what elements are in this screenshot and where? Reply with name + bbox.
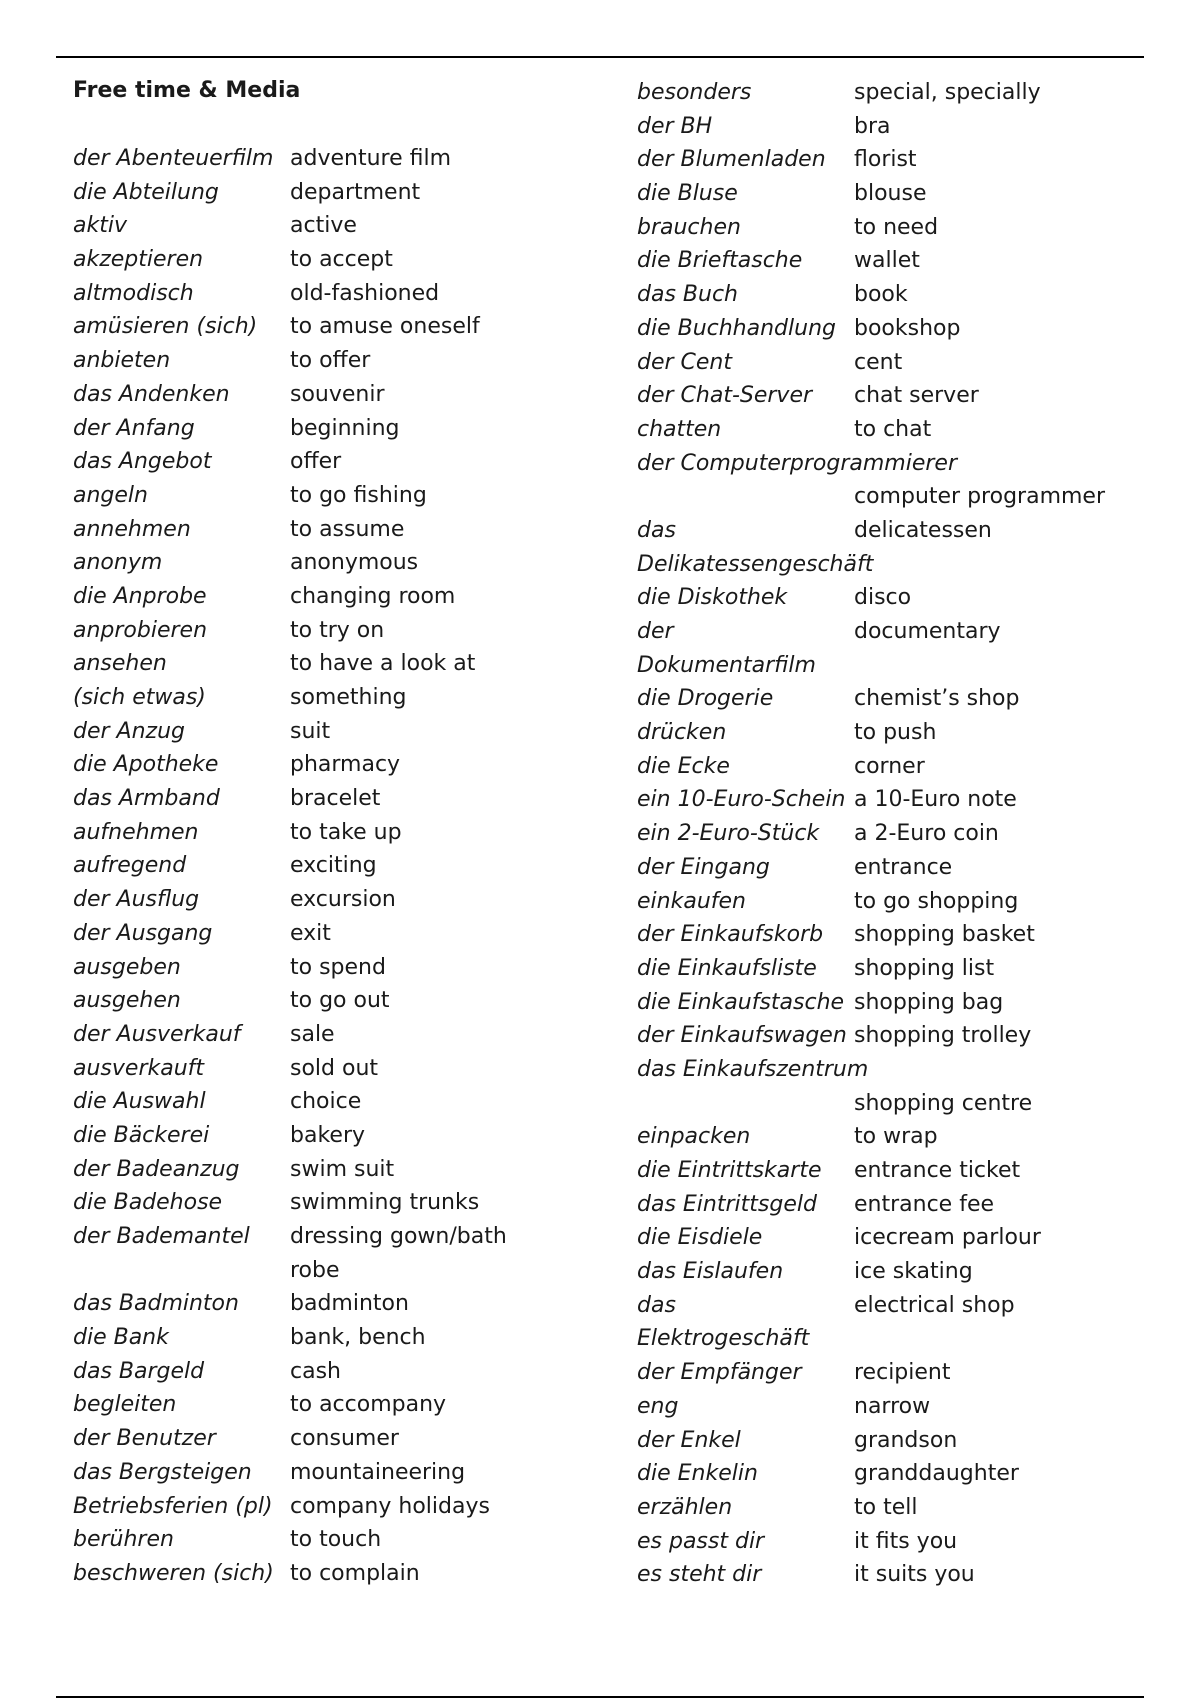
english-translation: to tell: [854, 1494, 918, 1520]
german-term: eng: [637, 1393, 679, 1419]
english-translation: choice: [290, 1089, 362, 1115]
english-translation: to have a look at: [290, 651, 476, 677]
english-translation: narrow: [854, 1393, 931, 1419]
german-term: der: [637, 619, 674, 644]
english-translation: shopping bag: [854, 989, 1004, 1015]
english-translation: to try on: [290, 617, 385, 643]
german-term: das Badminton: [73, 1291, 239, 1317]
english-translation: bakery: [290, 1122, 366, 1148]
german-term: die Drogerie: [637, 686, 774, 712]
english-translation: badminton: [290, 1291, 409, 1317]
german-term: Dokumentarfilm: [637, 652, 816, 678]
english-translation: to assume: [290, 516, 405, 542]
german-term: der Computerprogrammierer: [637, 450, 957, 476]
english-translation: sold out: [290, 1055, 379, 1081]
english-translation: documentary: [854, 619, 1001, 644]
english-translation: active: [290, 213, 357, 239]
english-translation: to go out: [290, 988, 390, 1014]
english-translation: shopping list: [854, 955, 995, 981]
german-term: begleiten: [73, 1392, 177, 1418]
english-translation: adventure film: [290, 146, 452, 171]
english-translation: entrance: [854, 854, 953, 880]
german-term: die Diskothek: [637, 585, 788, 611]
german-term: beschweren (sich): [73, 1560, 274, 1586]
english-translation: suit: [290, 718, 331, 744]
german-term: das Angebot: [73, 449, 212, 475]
german-term: anonym: [73, 550, 163, 576]
german-term: das Armband: [73, 786, 220, 812]
english-translation: to chat: [854, 416, 932, 442]
english-translation: florist: [854, 147, 917, 173]
german-term: aufregend: [73, 853, 187, 879]
german-term: das Eislaufen: [637, 1259, 784, 1285]
german-term: der Ausflug: [73, 887, 200, 913]
english-translation: to amuse oneself: [290, 314, 480, 340]
german-term: altmodisch: [73, 280, 194, 306]
german-term: chatten: [637, 416, 722, 442]
english-translation: to accompany: [290, 1392, 447, 1418]
english-translation: to touch: [290, 1527, 382, 1553]
german-term: der Cent: [637, 349, 733, 375]
german-term: Elektrogeschäft: [637, 1326, 810, 1352]
german-term: die Einkaufsliste: [637, 955, 817, 981]
german-term: die Anprobe: [73, 583, 207, 609]
english-translation: swim suit: [290, 1156, 395, 1182]
german-term: das Einkaufszentrum: [637, 1056, 869, 1082]
german-term: das: [637, 517, 676, 543]
german-term: einkaufen: [637, 888, 746, 914]
german-term: akzeptieren: [73, 247, 204, 273]
english-translation: old-fashioned: [290, 280, 440, 306]
english-translation: icecream parlour: [854, 1225, 1041, 1251]
english-translation: grandson: [854, 1427, 958, 1453]
english-translation: changing room: [290, 583, 456, 609]
english-translation: special, specially: [854, 80, 1041, 105]
english-translation: to offer: [290, 348, 371, 374]
english-translation: bank, bench: [290, 1325, 426, 1351]
german-term: der Einkaufskorb: [637, 922, 824, 948]
english-translation: something: [290, 685, 407, 710]
english-translation: to spend: [290, 954, 386, 980]
english-translation: excursion: [290, 887, 396, 913]
german-term: die Brieftasche: [637, 248, 803, 274]
english-translation: to complain: [290, 1560, 420, 1586]
english-translation: anonymous: [290, 550, 419, 576]
german-term: die Bäckerei: [73, 1122, 210, 1148]
english-translation: offer: [290, 449, 342, 475]
english-translation: bookshop: [854, 315, 961, 341]
english-translation: exit: [290, 920, 331, 946]
english-translation: chemist’s shop: [854, 686, 1020, 712]
german-term: (sich etwas): [73, 685, 206, 710]
english-translation: robe: [290, 1257, 340, 1283]
german-term: die Abteilung: [73, 179, 219, 205]
english-translation: to go shopping: [854, 888, 1019, 914]
german-term: ausverkauft: [73, 1055, 205, 1081]
english-translation: exciting: [290, 853, 377, 879]
english-translation: cent: [854, 349, 903, 375]
english-translation: granddaughter: [854, 1461, 1019, 1487]
english-translation: swimming trunks: [290, 1190, 480, 1216]
english-translation: bracelet: [290, 786, 381, 812]
english-translation: a 2-Euro coin: [854, 821, 999, 847]
english-translation: shopping centre: [854, 1090, 1033, 1116]
german-term: es steht dir: [637, 1562, 762, 1588]
english-translation: pharmacy: [290, 752, 401, 778]
english-translation: to go fishing: [290, 482, 427, 508]
german-term: ansehen: [73, 651, 167, 677]
english-translation: a 10-Euro note: [854, 787, 1017, 813]
english-translation: dressing gown/bath: [290, 1224, 507, 1249]
german-term: Delikatessengeschäft: [637, 551, 874, 577]
english-translation: chat server: [854, 383, 979, 409]
german-term: der Ausgang: [73, 920, 213, 946]
german-term: die Apotheke: [73, 752, 219, 778]
german-term: der Anzug: [73, 718, 185, 744]
english-translation: cash: [290, 1358, 341, 1384]
german-term: der Eingang: [637, 854, 770, 880]
german-term: das Andenken: [73, 381, 230, 407]
german-term: der Benutzer: [73, 1426, 216, 1452]
german-term: einpacken: [637, 1124, 751, 1150]
english-translation: bra: [854, 113, 891, 139]
english-translation: company holidays: [290, 1493, 490, 1519]
german-term: das Eintrittsgeld: [637, 1191, 817, 1217]
english-translation: shopping basket: [854, 922, 1035, 948]
german-term: das Bargeld: [73, 1358, 205, 1384]
english-translation: computer programmer: [854, 484, 1106, 510]
english-translation: souvenir: [290, 381, 385, 407]
german-term: der Ausverkauf: [73, 1021, 241, 1047]
german-term: die Badehose: [73, 1190, 223, 1216]
english-translation: consumer: [290, 1426, 399, 1452]
english-translation: disco: [854, 585, 912, 611]
english-translation: to push: [854, 720, 937, 746]
german-term: die Auswahl: [73, 1089, 206, 1115]
german-term: ein 2-Euro-Stück: [637, 821, 820, 847]
german-term: die Buchhandlung: [637, 315, 836, 341]
german-term: es passt dir: [637, 1528, 765, 1554]
german-term: anprobieren: [73, 617, 208, 643]
english-translation: department: [290, 179, 421, 205]
german-term: das Buch: [637, 282, 738, 308]
german-term: die Bluse: [637, 181, 738, 207]
english-translation: beginning: [290, 415, 400, 441]
english-translation: delicatessen: [854, 517, 992, 543]
english-translation: electrical shop: [854, 1292, 1015, 1318]
english-translation: it suits you: [854, 1562, 975, 1588]
german-term: amüsieren (sich): [73, 314, 258, 340]
german-term: der Anfang: [73, 415, 195, 441]
english-translation: entrance ticket: [854, 1158, 1021, 1183]
german-term: anbieten: [73, 348, 171, 374]
german-term: die Einkaufstasche: [637, 989, 845, 1015]
page-title: Free time & Media: [73, 78, 301, 103]
english-translation: shopping trolley: [854, 1023, 1032, 1049]
english-translation: book: [854, 282, 908, 308]
english-translation: sale: [290, 1021, 335, 1047]
english-translation: to accept: [290, 247, 393, 273]
german-term: die Enkelin: [637, 1461, 758, 1487]
german-term: ausgehen: [73, 988, 181, 1014]
english-translation: wallet: [854, 248, 920, 274]
english-translation: to need: [854, 214, 939, 240]
english-translation: blouse: [854, 181, 927, 207]
english-translation: recipient: [854, 1360, 951, 1386]
bottom-rule: [56, 1696, 1144, 1698]
english-translation: to take up: [290, 819, 402, 845]
german-term: besonders: [637, 80, 752, 105]
german-term: ausgeben: [73, 954, 181, 980]
german-term: Betriebsferien (pl): [73, 1493, 273, 1519]
german-term: angeln: [73, 482, 148, 508]
german-term: der Badeanzug: [73, 1156, 240, 1182]
german-term: die Eisdiele: [637, 1225, 763, 1251]
german-term: die Bank: [73, 1325, 169, 1351]
german-term: der Blumenladen: [637, 147, 826, 173]
german-term: der Enkel: [637, 1427, 741, 1453]
german-term: aufnehmen: [73, 819, 199, 845]
top-rule: [56, 56, 1144, 58]
german-term: aktiv: [73, 213, 127, 239]
german-term: der BH: [637, 113, 713, 139]
german-term: der Chat-Server: [637, 383, 813, 409]
german-term: erzählen: [637, 1494, 733, 1520]
german-term: der Einkaufswagen: [637, 1023, 847, 1049]
german-term: brauchen: [637, 214, 741, 240]
english-translation: to wrap: [854, 1124, 938, 1150]
english-translation: ice skating: [854, 1259, 973, 1285]
german-term: der Abenteuerfilm: [73, 146, 274, 171]
german-term: berühren: [73, 1527, 174, 1553]
german-term: das Bergsteigen: [73, 1459, 252, 1485]
german-term: annehmen: [73, 516, 191, 542]
german-term: der Bademantel: [73, 1224, 250, 1249]
english-translation: mountaineering: [290, 1459, 466, 1485]
german-term: das: [637, 1292, 676, 1318]
german-term: ein 10-Euro-Schein: [637, 787, 846, 813]
german-term: die Ecke: [637, 753, 730, 779]
german-term: der Empfänger: [637, 1360, 802, 1386]
english-translation: entrance fee: [854, 1191, 995, 1217]
english-translation: it fits you: [854, 1528, 958, 1554]
german-term: die Eintrittskarte: [637, 1158, 822, 1183]
english-translation: corner: [854, 753, 925, 779]
german-term: drücken: [637, 720, 727, 746]
